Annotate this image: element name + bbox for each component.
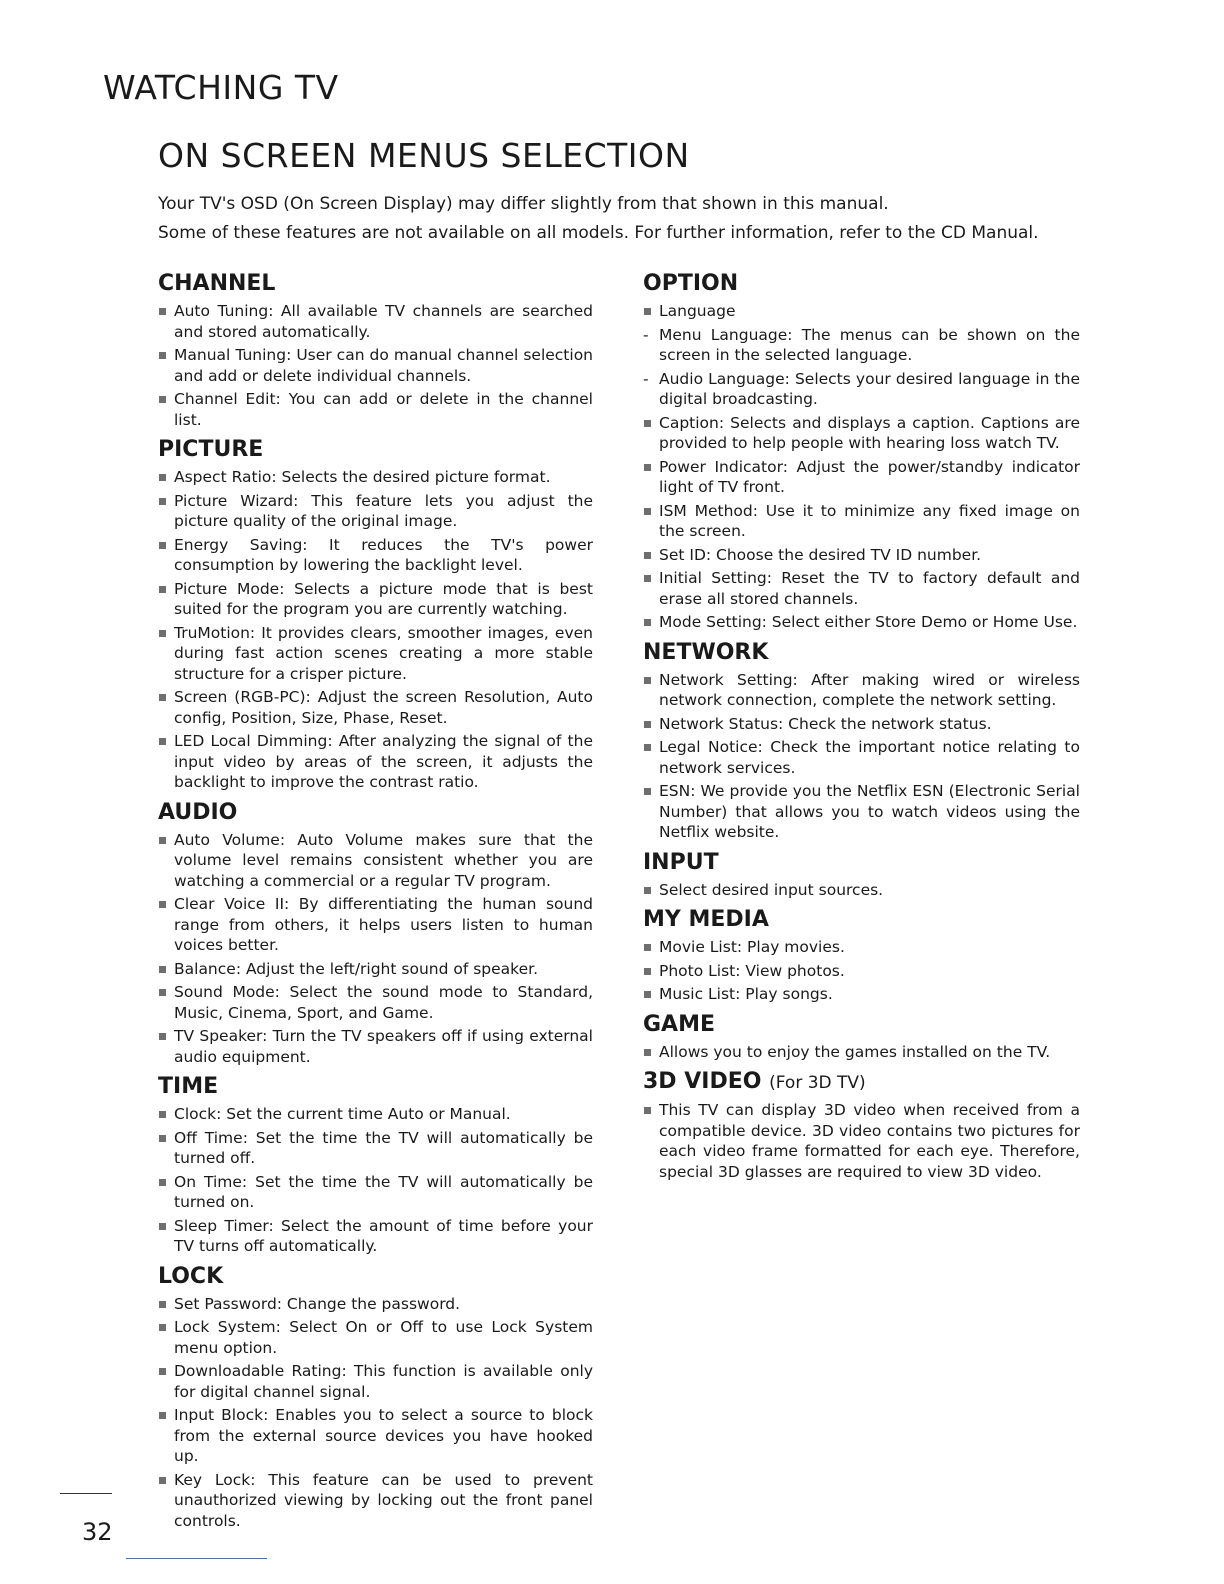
section-title-text: TIME xyxy=(158,1074,219,1099)
footer-line xyxy=(126,1558,267,1559)
square-bullet-icon xyxy=(159,352,166,359)
section-3d-video xyxy=(643,1068,1080,1182)
item-text: Music List: Play songs. xyxy=(659,985,833,1003)
item-list xyxy=(158,467,593,793)
item-text: ISM Method: Use it to minimize any fixed image on the screen. xyxy=(659,501,1080,540)
list-item xyxy=(158,301,593,342)
section-title-text: INPUT xyxy=(643,849,719,875)
item-text: Key Lock: This feature can be used to prevent unauthorized viewing by locking out the front panel controls. xyxy=(174,1470,593,1530)
square-bullet-icon xyxy=(159,1135,166,1142)
section-title xyxy=(643,906,1080,934)
list-item xyxy=(643,457,1080,498)
list-item xyxy=(158,1317,593,1358)
square-bullet-icon xyxy=(644,677,651,684)
section-title-text: AUDIO xyxy=(158,799,238,825)
list-item xyxy=(643,501,1080,542)
list-item xyxy=(158,491,593,532)
item-list xyxy=(643,880,1080,901)
list-item xyxy=(643,301,1080,322)
square-bullet-icon xyxy=(159,1111,166,1118)
item-text: Set Password: Change the password. xyxy=(174,1294,461,1313)
square-bullet-icon xyxy=(644,420,651,427)
section-title xyxy=(158,1073,593,1101)
square-bullet-icon xyxy=(159,1477,166,1484)
item-text: Allows you to enjoy the games installed on the TV. xyxy=(659,1042,1051,1061)
item-text: ESN: We provide you the Netflix ESN (Electronic Serial Number) that allows you to watch videos using the Netflix website. xyxy=(659,782,1080,841)
right-column xyxy=(643,270,1080,1188)
list-item xyxy=(158,467,593,488)
section-channel xyxy=(158,270,593,430)
item-text: Language xyxy=(659,302,736,320)
item-list xyxy=(158,1104,593,1257)
list-item xyxy=(643,1100,1080,1182)
list-item xyxy=(158,579,593,620)
item-text: Off Time: Set the time the TV will automatically be turned off. xyxy=(174,1128,593,1167)
dash-marker: - xyxy=(643,325,649,344)
square-bullet-icon xyxy=(644,1049,651,1056)
square-bullet-icon xyxy=(159,308,166,315)
square-bullet-icon xyxy=(644,721,651,728)
section-lock xyxy=(158,1263,593,1532)
square-bullet-icon xyxy=(159,498,166,505)
page-number: 32 xyxy=(82,1518,113,1546)
list-item xyxy=(158,894,593,956)
list-item xyxy=(643,612,1080,633)
item-text: Screen (RGB-PC): Adjust the screen Resolution, Auto config, Position, Size, Phase, Reset. xyxy=(174,688,593,727)
square-bullet-icon xyxy=(159,1324,166,1331)
list-item xyxy=(158,959,593,980)
list-item xyxy=(643,737,1080,778)
item-list xyxy=(643,937,1080,1005)
item-text: Channel Edit: You can add or delete in the channel list. xyxy=(174,390,593,429)
list-item xyxy=(643,714,1080,735)
list-item xyxy=(643,880,1080,901)
item-text: Movie List: Play movies. xyxy=(659,938,845,956)
square-bullet-icon xyxy=(159,694,166,701)
item-text: Initial Setting: Reset the TV to factory default and erase all stored channels. xyxy=(659,569,1080,608)
item-text: LED Local Dimming: After analyzing the signal of the input video by areas of the screen, it adjusts the backlight to improve the contrast ratio. xyxy=(174,732,593,791)
item-list xyxy=(158,830,593,1068)
section-title-text: GAME xyxy=(643,1011,716,1037)
square-bullet-icon xyxy=(644,1107,651,1114)
list-item xyxy=(643,545,1080,566)
item-text: Energy Saving: It reduces the TV's power consumption by lowering the backlight level. xyxy=(174,535,593,574)
item-list xyxy=(643,301,1080,633)
square-bullet-icon xyxy=(159,966,166,973)
section-title xyxy=(643,849,1080,877)
square-bullet-icon xyxy=(159,1301,166,1308)
item-list xyxy=(643,1100,1080,1182)
list-item xyxy=(158,535,593,576)
item-text: This TV can display 3D video when received from a compatible device. 3D video contains two pictures for each video frame formatted for each eye. Therefore, special 3D glasses are required to view 3D video. xyxy=(659,1101,1080,1181)
list-item xyxy=(643,1042,1080,1063)
page-number-rule xyxy=(60,1493,112,1494)
item-text: Power Indicator: Adjust the power/standby indicator light of TV front. xyxy=(659,457,1080,496)
left-column xyxy=(158,270,593,1537)
item-text: Picture Mode: Selects a picture mode that is best suited for the program you are currently watching. xyxy=(174,579,593,618)
item-text: Select desired input sources. xyxy=(659,880,884,899)
item-text: Set ID: Choose the desired TV ID number. xyxy=(659,545,982,564)
square-bullet-icon xyxy=(159,1368,166,1375)
list-item xyxy=(158,731,593,793)
square-bullet-icon xyxy=(159,989,166,996)
section-title xyxy=(158,436,593,464)
section-title xyxy=(158,1263,593,1291)
square-bullet-icon xyxy=(644,944,651,951)
section-title-text: LOCK xyxy=(158,1263,224,1289)
item-text: Auto Volume: Auto Volume makes sure that the volume level remains consistent whether you are watching a commercial or a regular TV program. xyxy=(174,830,593,890)
list-item xyxy=(643,670,1080,711)
item-text: Audio Language: Selects your desired language in the digital broadcasting. xyxy=(659,369,1080,408)
item-list xyxy=(643,670,1080,843)
square-bullet-icon xyxy=(159,1179,166,1186)
list-item xyxy=(158,1172,593,1213)
item-text: Legal Notice: Check the important notice relating to network services. xyxy=(659,738,1080,777)
list-item xyxy=(643,961,1080,982)
item-text: Menu Language: The menus can be shown on the screen in the selected language. xyxy=(659,325,1080,364)
item-text: Manual Tuning: User can do manual channel selection and add or delete individual channels. xyxy=(174,346,593,385)
list-item xyxy=(643,984,1080,1005)
square-bullet-icon xyxy=(159,542,166,549)
square-bullet-icon xyxy=(644,991,651,998)
list-item xyxy=(158,389,593,430)
square-bullet-icon xyxy=(159,474,166,481)
square-bullet-icon xyxy=(159,1033,166,1040)
section-network xyxy=(643,639,1080,843)
section-title xyxy=(158,270,593,298)
square-bullet-icon xyxy=(159,1412,166,1419)
list-item xyxy=(158,1128,593,1169)
section-option xyxy=(643,270,1080,633)
list-item xyxy=(158,1294,593,1315)
section-title xyxy=(643,1068,1080,1097)
item-list xyxy=(643,1042,1080,1063)
section-title-text: PICTURE xyxy=(158,437,264,462)
square-bullet-icon xyxy=(644,308,651,315)
item-text: Sleep Timer: Select the amount of time before your TV turns off automatically. xyxy=(174,1216,593,1255)
item-text: Auto Tuning: All available TV channels are searched and stored automatically. xyxy=(174,302,593,341)
square-bullet-icon xyxy=(159,901,166,908)
list-item xyxy=(643,568,1080,609)
square-bullet-icon xyxy=(644,464,651,471)
section-title-note: (For 3D TV) xyxy=(769,1073,866,1093)
item-text: Picture Wizard: This feature lets you adjust the picture quality of the original image. xyxy=(174,491,593,530)
item-list xyxy=(158,1294,593,1532)
page-title: ON SCREEN MENUS SELECTION xyxy=(158,136,690,175)
square-bullet-icon xyxy=(644,968,651,975)
item-text: Downloadable Rating: This function is available only for digital channel signal. xyxy=(174,1362,593,1401)
square-bullet-icon xyxy=(644,619,651,626)
square-bullet-icon xyxy=(159,396,166,403)
item-text: Sound Mode: Select the sound mode to Standard, Music, Cinema, Sport, and Game. xyxy=(174,983,593,1022)
section-title xyxy=(643,270,1080,298)
list-item xyxy=(158,345,593,386)
item-text: Network Status: Check the network status. xyxy=(659,714,992,733)
list-item xyxy=(158,830,593,892)
square-bullet-icon xyxy=(159,630,166,637)
list-item xyxy=(158,687,593,728)
list-item xyxy=(158,1470,593,1532)
list-item xyxy=(643,369,1080,410)
intro-line-2: Some of these features are not available on all models. For further information, refer to the CD Manual. xyxy=(158,223,1039,243)
square-bullet-icon xyxy=(644,788,651,795)
square-bullet-icon xyxy=(644,575,651,582)
list-item xyxy=(643,781,1080,843)
square-bullet-icon xyxy=(159,738,166,745)
item-text: Clock: Set the current time Auto or Manual. xyxy=(174,1105,511,1123)
list-item xyxy=(643,413,1080,454)
section-title-text: NETWORK xyxy=(643,639,769,665)
item-text: Caption: Selects and displays a caption. Captions are provided to help people with hearing loss watch TV. xyxy=(659,413,1080,452)
item-text: Photo List: View photos. xyxy=(659,961,845,980)
list-item xyxy=(158,1405,593,1467)
list-item xyxy=(158,982,593,1023)
section-picture xyxy=(158,436,593,793)
list-item xyxy=(643,937,1080,958)
dash-marker: - xyxy=(643,369,649,388)
section-game xyxy=(643,1011,1080,1063)
chapter-header: WATCHING TV xyxy=(103,68,339,107)
list-item xyxy=(158,1216,593,1257)
item-list xyxy=(158,301,593,430)
section-title-text: CHANNEL xyxy=(158,271,276,296)
section-my-media xyxy=(643,906,1080,1005)
section-input xyxy=(643,849,1080,901)
intro xyxy=(158,190,1158,248)
item-text: Clear Voice II: By differentiating the human sound range from others, it helps users listen to human voices better. xyxy=(174,895,593,954)
square-bullet-icon xyxy=(644,552,651,559)
square-bullet-icon xyxy=(644,887,651,894)
square-bullet-icon xyxy=(159,586,166,593)
list-item xyxy=(158,623,593,685)
section-title-text: OPTION xyxy=(643,271,739,296)
section-title-text: MY MEDIA xyxy=(643,907,769,932)
square-bullet-icon xyxy=(159,1223,166,1230)
section-audio xyxy=(158,799,593,1068)
item-text: Input Block: Enables you to select a source to block from the external source devices you have hooked up. xyxy=(174,1406,593,1465)
square-bullet-icon xyxy=(644,744,651,751)
item-text: Balance: Adjust the left/right sound of speaker. xyxy=(174,959,539,978)
list-item xyxy=(158,1104,593,1125)
item-text: On Time: Set the time the TV will automatically be turned on. xyxy=(174,1172,593,1211)
section-time xyxy=(158,1073,593,1257)
item-text: Lock System: Select On or Off to use Lock System menu option. xyxy=(174,1318,593,1357)
item-text: Mode Setting: Select either Store Demo or Home Use. xyxy=(659,613,1078,631)
list-item xyxy=(643,325,1080,366)
item-text: TruMotion: It provides clears, smoother images, even during fast action scenes creating a more stable structure for a crisper picture. xyxy=(174,623,593,683)
item-text: Aspect Ratio: Selects the desired picture format. xyxy=(174,468,551,486)
section-title xyxy=(643,639,1080,667)
intro-line-1: Your TV's OSD (On Screen Display) may differ slightly from that shown in this manual. xyxy=(158,194,889,214)
item-text: TV Speaker: Turn the TV speakers off if using external audio equipment. xyxy=(174,1027,593,1066)
section-title xyxy=(158,799,593,827)
section-title-text: 3D VIDEO xyxy=(643,1069,762,1094)
square-bullet-icon xyxy=(644,508,651,515)
square-bullet-icon xyxy=(159,837,166,844)
section-title xyxy=(643,1011,1080,1039)
list-item xyxy=(158,1361,593,1402)
item-text: Network Setting: After making wired or wireless network connection, complete the network setting. xyxy=(659,670,1080,709)
list-item xyxy=(158,1026,593,1067)
